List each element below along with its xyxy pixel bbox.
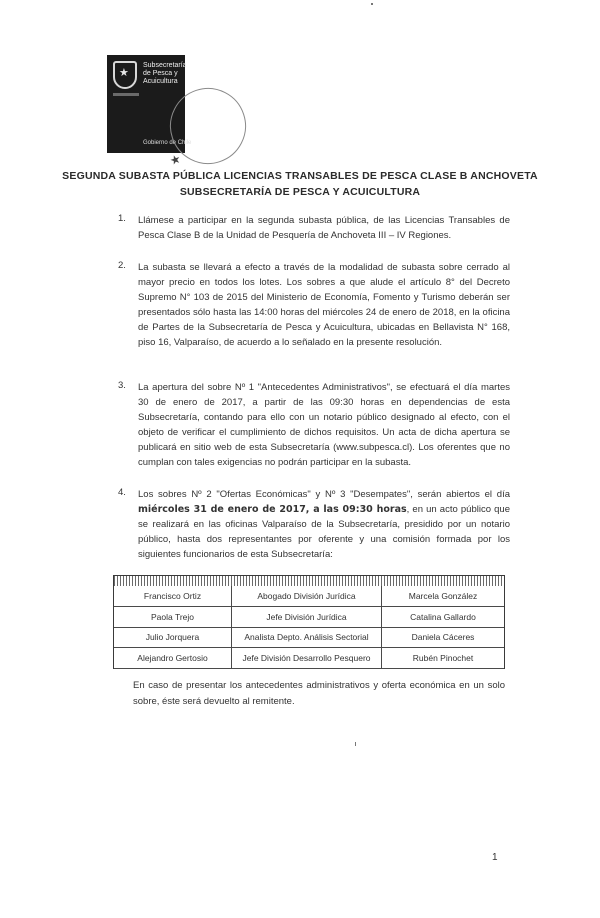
item-number: 2.: [118, 260, 126, 271]
table-cell: Paola Trejo: [114, 607, 232, 628]
item-paragraph: La subasta se llevará a efecto a través de la modalidad de subasta sobre cerrado al mayor precio en todos los lotes. Los sobres a que alude el artículo 8° del Decreto Supremo N° 103 de 2015 del Ministerio de Economía, Fomento y Turismo deberán ser presentados sólo hasta las 14:00 horas del miércoles 24 de enero de 2018, en la oficina de Partes de la Subsecretaría de Pesca y Acuicultura, ubicadas en Bellavista N° 168, piso 16, Valparaíso, de acuerdo a lo señalado en la presente resolución.: [138, 262, 510, 348]
commission-table: [113, 575, 505, 669]
scan-speck: [355, 742, 356, 746]
table-cell: Jefe División Desarrollo Pesquero: [232, 648, 382, 669]
table-cell: Daniela Cáceres: [382, 628, 504, 649]
item-paragraph: Llámese a participar en la segunda subasta pública, de las Licencias Transables de Pesca Clase B de la Unidad de Pesquería de Anchoveta III – IV Regiones.: [138, 215, 510, 241]
item-paragraph: La apertura del sobre Nº 1 "Antecedentes Administrativos", se efectuará el día martes 30 de enero de 2017, a partir de las 09:30 horas en dependencias de esta Subsecretaría, contando para ello con un notario público designado al efecto, con el objeto de verificar el cumplimiento de dichos requisitos. Un acta de dicha apertura se publicará en sitio web de esta Subsecretaría (www.subpesca.cl). Los oferentes que no cumplan con tales exigencias no podrán participar en la subasta.: [138, 382, 510, 468]
table-cell: Jefe División Jurídica: [232, 607, 382, 628]
document-title-line2: SUBSECRETARÍA DE PESCA Y ACUICULTURA: [179, 186, 421, 198]
commission-table-grid: [114, 586, 504, 669]
table-cell: Analista Depto. Análisis Sectorial: [232, 628, 382, 649]
table-cell: Catalina Gallardo: [382, 607, 504, 628]
logo-government: Gobierno de Chile: [143, 140, 192, 146]
closing-paragraph: En caso de presentar los antecedentes administrativos y oferta económica en un solo sobre, éste será devuelto al remitente.: [133, 680, 505, 707]
item-number: 4.: [118, 487, 126, 498]
item-paragraph: [138, 487, 510, 562]
item-number: 3.: [118, 380, 126, 391]
item4-text-after: , en un acto público que se realizará en las oficinas Valparaíso de la Subsecretaría, presidido por un notario público, hasta dos representantes por oferente y una comisión formada por los siguientes funcionarios de esta Subsecretaría:: [138, 504, 510, 560]
table-header-band: [114, 576, 504, 586]
flag-bar: [113, 93, 139, 96]
logo-org-name: Subsecretaría de Pesca y Acuicultura: [143, 62, 187, 85]
document-title-line1: SEGUNDA SUBASTA PÚBLICA LICENCIAS TRANSABLES DE PESCA CLASE B ANCHOVETA: [62, 170, 538, 182]
scan-speck: [371, 3, 373, 5]
item4-text-before: Los sobres Nº 2 "Ofertas Económicas" y Nº 3 "Desempates", serán abiertos el día: [138, 489, 510, 500]
table-cell: Marcela González: [382, 586, 504, 607]
table-cell: Francisco Ortiz: [114, 586, 232, 607]
star-icon: ★: [167, 151, 183, 169]
item-number: 1.: [118, 213, 126, 224]
coat-of-arms-icon: [113, 61, 137, 89]
table-cell: Julio Jorquera: [114, 628, 232, 649]
table-cell: Abogado División Jurídica: [232, 586, 382, 607]
table-cell: Rubén Pinochet: [382, 648, 504, 669]
page-number: 1: [492, 852, 498, 863]
item4-date-emphasis: miércoles 31 de enero de 2017, a las 09:30 horas: [138, 504, 407, 515]
table-cell: Alejandro Gertosio: [114, 648, 232, 669]
